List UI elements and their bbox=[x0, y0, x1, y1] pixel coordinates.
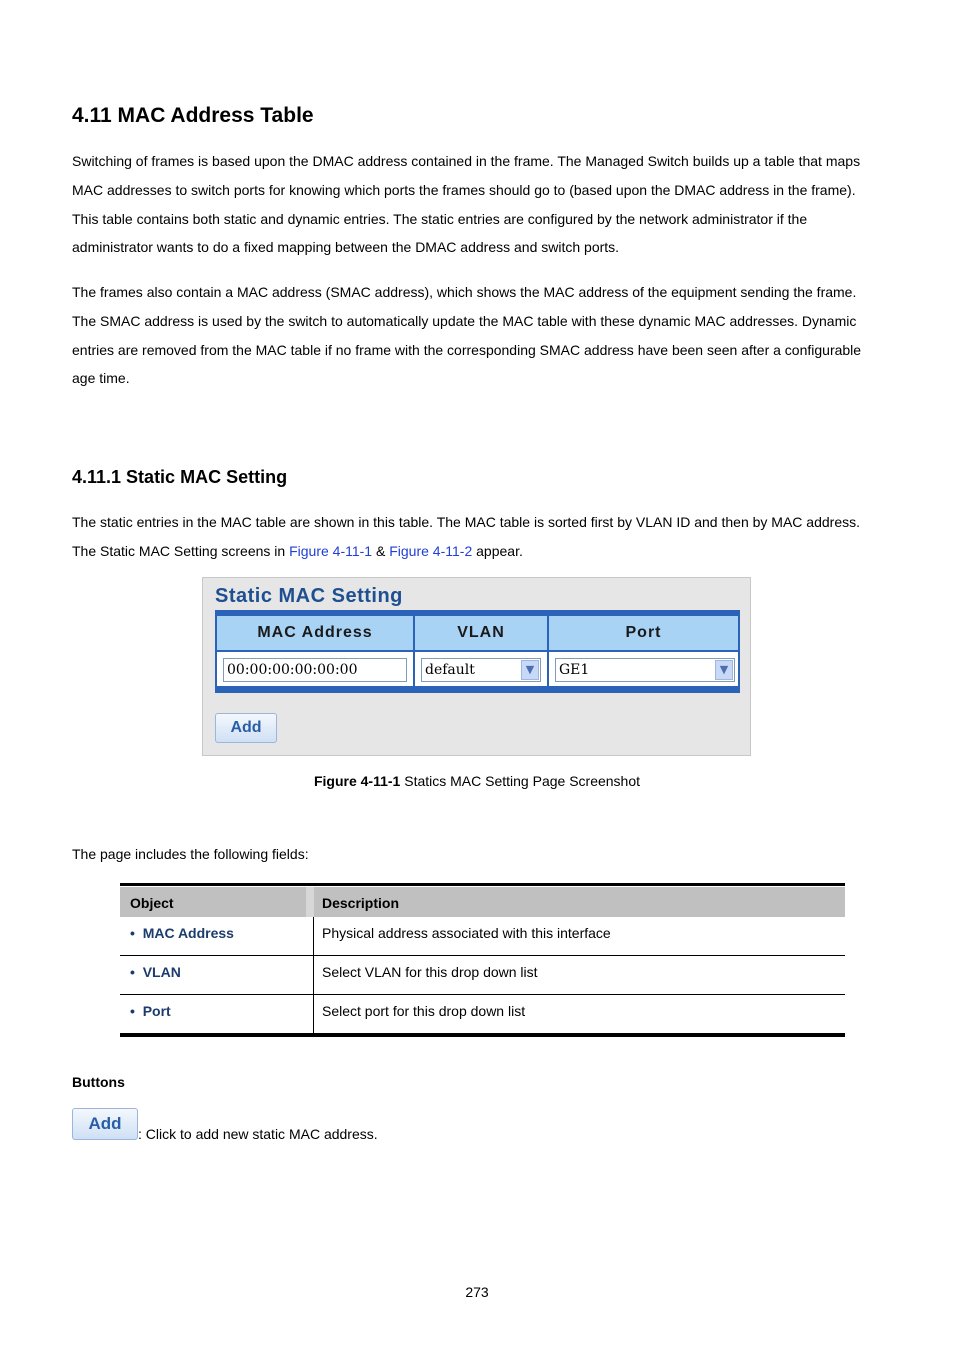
text-line: The static entries in the MAC table are shown in this table. The MAC table is sorted first by VLAN ID and then by MAC address. bbox=[72, 514, 860, 530]
add-button-sample[interactable]: Add bbox=[72, 1108, 138, 1140]
chevron-down-icon[interactable]: ▼ bbox=[521, 660, 539, 680]
column-separator bbox=[313, 917, 314, 956]
description-cell: Select port for this drop down list bbox=[322, 1003, 526, 1019]
text-run: The Static MAC Setting screens in bbox=[72, 542, 290, 559]
text-line: Switching of frames is based upon the DMAC address contained in the frame. The Managed Switch builds up a table that maps bbox=[72, 153, 861, 169]
figure-link-4-11-2[interactable]: Figure 4-11-2 bbox=[389, 542, 473, 559]
description-cell: Physical address associated with this interface bbox=[322, 925, 611, 941]
figure-caption bbox=[0, 773, 954, 789]
object-cell bbox=[130, 1003, 171, 1019]
table-row bbox=[120, 956, 845, 995]
add-button-description: : Click to add new static MAC address. bbox=[138, 1126, 378, 1142]
column-header-port: Port bbox=[549, 616, 738, 650]
add-button[interactable]: Add bbox=[215, 713, 277, 743]
text-line: MAC addresses to switch ports for knowing which ports the frames should go to (based upon the DMAC address in the frame). bbox=[72, 181, 856, 198]
section-title: 4.11 MAC Address Table bbox=[72, 104, 314, 127]
object-label: Port bbox=[142, 1003, 171, 1019]
caption-text: Statics MAC Setting Page Screenshot bbox=[400, 773, 641, 789]
object-cell bbox=[130, 964, 181, 980]
text-line: entries are removed from the MAC table if no frame with the corresponding SMAC address have been seen after a configurable bbox=[72, 341, 862, 358]
header-object: Object bbox=[130, 895, 174, 911]
chevron-down-icon[interactable]: ▼ bbox=[715, 660, 733, 680]
caption-label: Figure 4-11-1 bbox=[313, 773, 401, 789]
mac-address-input[interactable]: 00:00:00:00:00:00 bbox=[223, 658, 407, 682]
column-separator bbox=[313, 995, 314, 1034]
header-description: Description bbox=[322, 895, 400, 911]
header-divider bbox=[306, 887, 314, 917]
port-selected-value: GE1 bbox=[559, 662, 590, 678]
text-line bbox=[72, 537, 887, 566]
text-line: The SMAC address is used by the switch to automatically update the MAC table with these dynamic MAC addresses. Dynamic bbox=[72, 312, 857, 329]
vlan-cell bbox=[415, 652, 547, 688]
table-row bbox=[120, 995, 845, 1034]
text-run: appear. bbox=[472, 542, 523, 559]
fields-intro: The page includes the following fields: bbox=[72, 846, 309, 862]
table-row bbox=[120, 917, 845, 956]
object-cell bbox=[130, 925, 234, 941]
text-line: age time. bbox=[72, 370, 130, 387]
table-bottom-bar bbox=[217, 686, 738, 691]
table-header-row bbox=[120, 887, 845, 917]
object-label: VLAN bbox=[142, 964, 181, 980]
subsection-title: 4.11.1 Static MAC Setting bbox=[72, 467, 288, 487]
subsection-paragraph bbox=[72, 508, 887, 566]
column-header-mac-address: MAC Address bbox=[217, 616, 413, 650]
figure-link-4-11-1[interactable]: Figure 4-11-1 bbox=[289, 542, 373, 559]
intro-paragraph-2 bbox=[72, 278, 887, 393]
bullet-icon: • bbox=[130, 1003, 143, 1019]
bullet-icon: • bbox=[130, 964, 143, 980]
column-separator bbox=[313, 956, 314, 995]
static-mac-setting-screenshot bbox=[202, 577, 751, 756]
table-top-rule bbox=[120, 883, 845, 886]
port-cell bbox=[549, 652, 738, 688]
mac-address-cell bbox=[217, 652, 413, 688]
static-mac-table bbox=[215, 610, 740, 693]
port-select[interactable] bbox=[555, 658, 735, 682]
text-run: & bbox=[372, 542, 390, 559]
vlan-select[interactable] bbox=[421, 658, 541, 682]
bullet-icon: • bbox=[130, 925, 143, 941]
intro-paragraph-1 bbox=[72, 147, 887, 262]
text-line: administrator wants to do a fixed mapping between the DMAC address and switch ports. bbox=[72, 239, 620, 256]
column-header-vlan: VLAN bbox=[415, 616, 547, 650]
vlan-selected-value: default bbox=[425, 662, 475, 678]
description-cell: Select VLAN for this drop down list bbox=[322, 964, 538, 980]
text-line: The frames also contain a MAC address (SMAC address), which shows the MAC address of the equipment sending the frame. bbox=[72, 284, 857, 300]
page-number: 273 bbox=[465, 1284, 489, 1300]
buttons-heading: Buttons bbox=[72, 1074, 125, 1090]
table-bottom-rule bbox=[120, 1034, 845, 1037]
object-label: MAC Address bbox=[142, 925, 234, 941]
text-line: This table contains both static and dynamic entries. The static entries are configured by the network administrator if the bbox=[72, 210, 808, 227]
screenshot-title: Static MAC Setting bbox=[215, 585, 403, 607]
